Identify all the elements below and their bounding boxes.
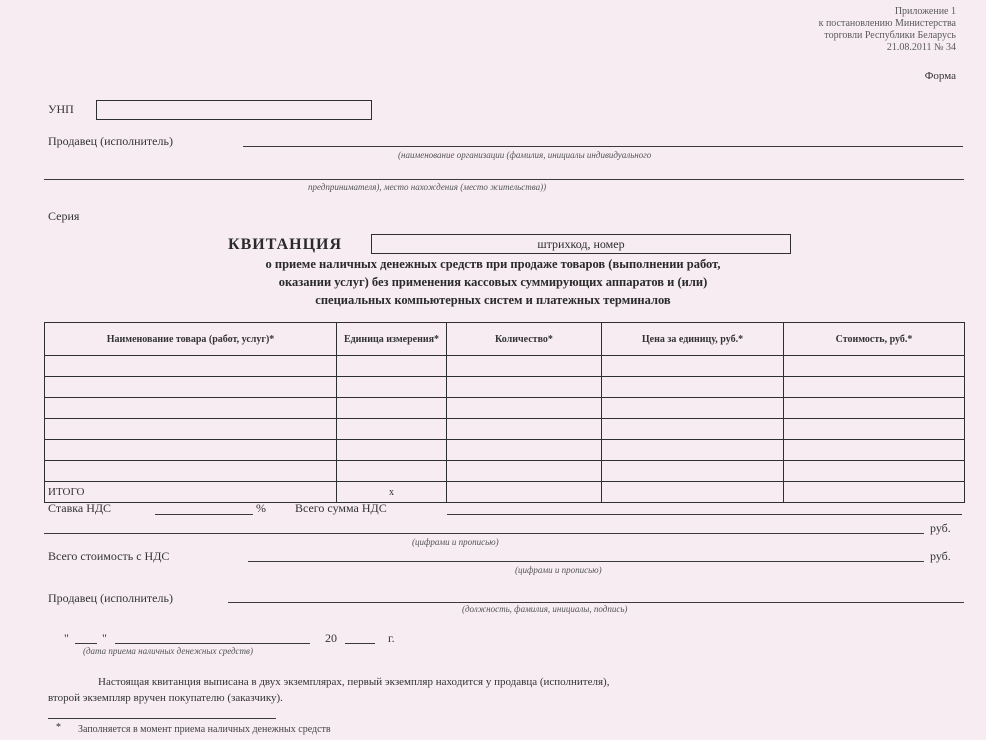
table-row[interactable]: [45, 398, 965, 419]
table-row[interactable]: [45, 461, 965, 482]
vat-sum-label: Всего сумма НДС: [295, 501, 387, 515]
seller-label: Продавец (исполнитель): [48, 134, 173, 148]
subtitle-line-3: специальных компьютерных систем и платежных терминалов: [315, 293, 671, 307]
vat-sum-line[interactable]: [447, 514, 962, 515]
col-header-unit: Единица измерения*: [337, 323, 447, 356]
date-quote-open: ": [64, 631, 69, 645]
total-price-cell[interactable]: [602, 482, 784, 503]
total-cost-cell[interactable]: [784, 482, 965, 503]
col-header-price: Цена за единицу, руб.*: [602, 323, 784, 356]
total-unit-mark: x: [337, 482, 447, 503]
seller-caption-2: предпринимателя), место нахождения (место жительства)): [308, 182, 547, 192]
date-year-field[interactable]: [345, 643, 375, 644]
footnote-text: Заполняется в момент приема наличных денежных средств: [78, 724, 331, 735]
series-label: Серия: [48, 209, 80, 223]
col-header-quantity: Количество*: [447, 323, 602, 356]
percent-sign: %: [256, 501, 266, 515]
date-day-field[interactable]: [75, 643, 97, 644]
col-header-name: Наименование товара (работ, услуг)*: [45, 323, 337, 356]
table-row[interactable]: [45, 440, 965, 461]
note-line-1: Настоящая квитанция выписана в двух экземплярах, первый экземпляр находится у продавца (исполнителя),: [98, 676, 610, 688]
barcode-box: [371, 234, 791, 254]
total-with-vat-label: Всего стоимость с НДС: [48, 549, 170, 563]
total-row: [45, 482, 965, 503]
vat-sum-caption: (цифрами и прописью): [412, 537, 499, 547]
total-label: ИТОГО: [45, 482, 337, 503]
table-header-row: [45, 323, 965, 356]
vat-sum-line-2[interactable]: [44, 533, 924, 534]
rub-label-2: руб.: [930, 549, 951, 563]
seller2-line[interactable]: [228, 602, 964, 603]
date-caption: (дата приема наличных денежных средств): [83, 646, 253, 656]
vat-rate-label: Ставка НДС: [48, 501, 112, 515]
total-quantity-cell[interactable]: [447, 482, 602, 503]
subtitle-line-1: о приеме наличных денежных средств при продаже товаров (выполнении работ,: [265, 257, 721, 271]
footnote-star: *: [56, 722, 61, 733]
header-ministry: торговли Республики Беларусь: [824, 30, 956, 41]
table-row[interactable]: [45, 419, 965, 440]
subtitle-line-2: оказании услуг) без применения кассовых суммирующих аппаратов и (или): [278, 275, 708, 289]
form-label: Форма: [924, 70, 956, 82]
header-resolution: к постановлению Министерства: [818, 18, 956, 29]
date-month-field[interactable]: [115, 643, 310, 644]
table-row[interactable]: [45, 356, 965, 377]
unp-field[interactable]: [96, 100, 372, 120]
unp-label: УНП: [48, 102, 74, 116]
total-with-vat-line[interactable]: [248, 561, 924, 562]
header-appendix: Приложение 1: [894, 6, 956, 17]
rub-label-1: руб.: [930, 521, 951, 535]
footnote-separator: [48, 718, 276, 719]
date-quote-close: ": [102, 631, 107, 645]
col-header-cost: Стоимость, руб.*: [784, 323, 965, 356]
receipt-title: КВИТАНЦИЯ: [228, 236, 343, 253]
total-with-vat-caption: (цифрами и прописью): [515, 565, 602, 575]
seller2-label: Продавец (исполнитель): [48, 591, 173, 605]
header-date-number: 21.08.2011 № 34: [886, 42, 956, 53]
vat-rate-field[interactable]: [155, 514, 253, 515]
seller-caption-1: (наименование организации (фамилия, инициалы индивидуального: [398, 150, 652, 160]
seller-line-2[interactable]: [44, 179, 964, 180]
barcode-text: штрихкод, номер: [537, 237, 625, 251]
goods-table: [44, 322, 965, 503]
note-line-2: второй экземпляр вручен покупателю (заказчику).: [48, 692, 283, 704]
seller2-caption: (должность, фамилия, инициалы, подпись): [462, 604, 628, 614]
date-year-prefix: 20: [325, 631, 337, 645]
date-year-suffix: г.: [388, 631, 395, 645]
table-row[interactable]: [45, 377, 965, 398]
seller-line[interactable]: [243, 146, 963, 147]
